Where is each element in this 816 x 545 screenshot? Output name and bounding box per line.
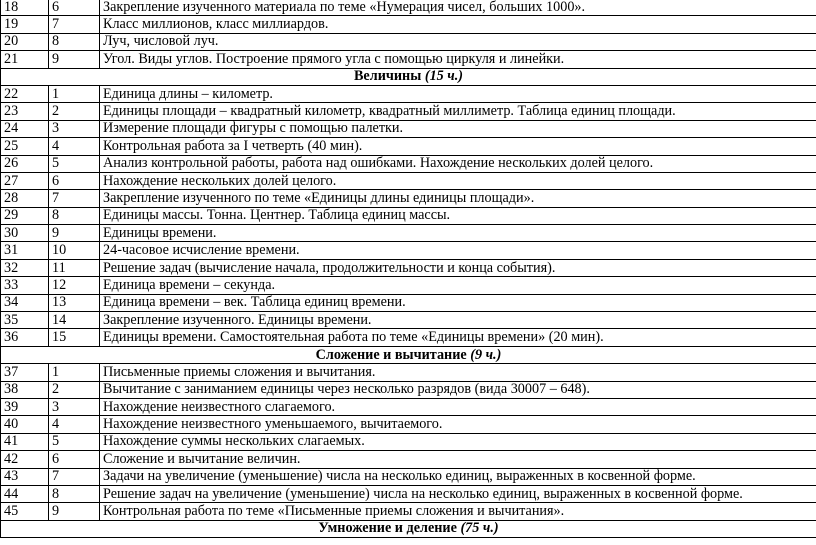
lesson-number: 20 xyxy=(1,33,49,50)
table-row xyxy=(1,103,816,120)
lesson-topic: Класс миллионов, класс миллиардов. xyxy=(100,16,816,33)
topic-lesson-number: 13 xyxy=(49,294,100,311)
lesson-topic: 24-часовое исчисление времени. xyxy=(100,242,816,259)
section-header xyxy=(1,346,816,363)
section-title: Величины xyxy=(353,68,422,85)
lesson-plan-body xyxy=(1,0,816,538)
lesson-topic: Решение задач (вычисление начала, продолжительности и конца события). xyxy=(100,259,816,276)
section-header-row xyxy=(1,520,816,537)
topic-lesson-number: 3 xyxy=(49,398,100,415)
lesson-number: 32 xyxy=(1,259,49,276)
table-row xyxy=(1,51,816,68)
lesson-topic: Сложение и вычитание величин. xyxy=(100,451,816,468)
section-header xyxy=(1,520,816,537)
lesson-number: 41 xyxy=(1,433,49,450)
lesson-topic: Задачи на увеличение (уменьшение) числа на несколько единиц, выраженных в косвенной форме. xyxy=(100,468,816,485)
topic-lesson-number: 5 xyxy=(49,433,100,450)
lesson-topic: Единицы площади – квадратный километр, квадратный миллиметр. Таблица единиц площади. xyxy=(100,103,816,120)
table-row xyxy=(1,312,816,329)
lesson-topic: Закрепление изученного материала по теме «Нумерация чисел, больших 1000». xyxy=(100,0,816,16)
section-header xyxy=(1,68,816,85)
lesson-number: 34 xyxy=(1,294,49,311)
table-row xyxy=(1,364,816,381)
lesson-number: 42 xyxy=(1,451,49,468)
topic-lesson-number: 10 xyxy=(49,242,100,259)
lesson-number: 30 xyxy=(1,225,49,242)
lesson-number: 37 xyxy=(1,364,49,381)
topic-lesson-number: 6 xyxy=(49,0,100,16)
table-row xyxy=(1,259,816,276)
section-header-row xyxy=(1,68,816,85)
table-row xyxy=(1,207,816,224)
table-row xyxy=(1,138,816,155)
table-row xyxy=(1,225,816,242)
section-hours: (75 ч.) xyxy=(460,520,499,537)
topic-lesson-number: 4 xyxy=(49,416,100,433)
lesson-number: 44 xyxy=(1,485,49,502)
lesson-topic: Решение задач на увеличение (уменьшение) числа на несколько единиц, выраженных в косвенной форме. xyxy=(100,485,816,502)
lesson-number: 21 xyxy=(1,51,49,68)
section-title: Сложение и вычитание xyxy=(315,346,467,363)
table-row xyxy=(1,451,816,468)
lesson-topic: Угол. Виды углов. Построение прямого угла с помощью циркуля и линейки. xyxy=(100,51,816,68)
topic-lesson-number: 7 xyxy=(49,190,100,207)
lesson-topic: Измерение площади фигуры с помощью палетки. xyxy=(100,120,816,137)
lesson-topic: Единица длины – километр. xyxy=(100,85,816,102)
table-row xyxy=(1,433,816,450)
lesson-topic: Нахождение неизвестного уменьшаемого, вычитаемого. xyxy=(100,416,816,433)
topic-lesson-number: 8 xyxy=(49,485,100,502)
topic-lesson-number: 9 xyxy=(49,51,100,68)
lesson-number: 35 xyxy=(1,312,49,329)
lesson-number: 40 xyxy=(1,416,49,433)
table-row xyxy=(1,398,816,415)
lesson-topic: Единицы времени. xyxy=(100,225,816,242)
table-row xyxy=(1,0,816,16)
table-row xyxy=(1,155,816,172)
topic-lesson-number: 6 xyxy=(49,172,100,189)
table-row xyxy=(1,485,816,502)
lesson-topic: Письменные приемы сложения и вычитания. xyxy=(100,364,816,381)
lesson-topic: Единица времени – секунда. xyxy=(100,277,816,294)
lesson-topic: Нахождение суммы нескольких слагаемых. xyxy=(100,433,816,450)
lesson-number: 25 xyxy=(1,138,49,155)
lesson-topic: Единицы массы. Тонна. Центнер. Таблица единиц массы. xyxy=(100,207,816,224)
lesson-number: 23 xyxy=(1,103,49,120)
lesson-topic: Закрепление изученного по теме «Единицы длины единицы площади». xyxy=(100,190,816,207)
lesson-topic: Анализ контрольной работы, работа над ошибками. Нахождение нескольких долей целого. xyxy=(100,155,816,172)
table-row xyxy=(1,503,816,520)
section-title: Умножение и деление xyxy=(318,520,457,537)
lesson-number: 26 xyxy=(1,155,49,172)
table-row xyxy=(1,190,816,207)
section-header-row xyxy=(1,346,816,363)
lesson-number: 27 xyxy=(1,172,49,189)
topic-lesson-number: 9 xyxy=(49,225,100,242)
topic-lesson-number: 7 xyxy=(49,16,100,33)
lesson-topic: Вычитание с заниманием единицы через несколько разрядов (вида 30007 – 648). xyxy=(100,381,816,398)
table-row xyxy=(1,381,816,398)
lesson-number: 39 xyxy=(1,398,49,415)
lesson-number: 22 xyxy=(1,85,49,102)
lesson-topic: Контрольная работа за I четверть (40 мин). xyxy=(100,138,816,155)
lesson-topic: Единица времени – век. Таблица единиц времени. xyxy=(100,294,816,311)
table-row xyxy=(1,16,816,33)
table-row xyxy=(1,416,816,433)
lesson-topic: Единицы времени. Самостоятельная работа по теме «Единицы времени» (20 мин). xyxy=(100,329,816,346)
lesson-number: 29 xyxy=(1,207,49,224)
lesson-topic: Нахождение неизвестного слагаемого. xyxy=(100,398,816,415)
lesson-number: 38 xyxy=(1,381,49,398)
topic-lesson-number: 8 xyxy=(49,207,100,224)
lesson-number: 24 xyxy=(1,120,49,137)
lesson-number: 18 xyxy=(1,0,49,16)
topic-lesson-number: 1 xyxy=(49,85,100,102)
lesson-topic: Луч, числовой луч. xyxy=(100,33,816,50)
lesson-number: 33 xyxy=(1,277,49,294)
table-row xyxy=(1,277,816,294)
table-row xyxy=(1,33,816,50)
table-row xyxy=(1,294,816,311)
topic-lesson-number: 3 xyxy=(49,120,100,137)
lesson-topic: Контрольная работа по теме «Письменные приемы сложения и вычитания». xyxy=(100,503,816,520)
topic-lesson-number: 8 xyxy=(49,33,100,50)
lesson-number: 31 xyxy=(1,242,49,259)
topic-lesson-number: 1 xyxy=(49,364,100,381)
lesson-topic: Закрепление изученного. Единицы времени. xyxy=(100,312,816,329)
topic-lesson-number: 12 xyxy=(49,277,100,294)
topic-lesson-number: 4 xyxy=(49,138,100,155)
topic-lesson-number: 6 xyxy=(49,451,100,468)
topic-lesson-number: 2 xyxy=(49,381,100,398)
lesson-number: 36 xyxy=(1,329,49,346)
table-row xyxy=(1,85,816,102)
topic-lesson-number: 11 xyxy=(49,259,100,276)
table-row xyxy=(1,172,816,189)
topic-lesson-number: 7 xyxy=(49,468,100,485)
table-row xyxy=(1,242,816,259)
topic-lesson-number: 5 xyxy=(49,155,100,172)
topic-lesson-number: 15 xyxy=(49,329,100,346)
topic-lesson-number: 9 xyxy=(49,503,100,520)
lesson-topic: Нахождение нескольких долей целого. xyxy=(100,172,816,189)
table-row xyxy=(1,468,816,485)
topic-lesson-number: 2 xyxy=(49,103,100,120)
lesson-number: 28 xyxy=(1,190,49,207)
section-hours: (15 ч.) xyxy=(424,68,464,85)
lesson-number: 45 xyxy=(1,503,49,520)
topic-lesson-number: 14 xyxy=(49,312,100,329)
table-row xyxy=(1,120,816,137)
section-hours: (9 ч.) xyxy=(470,346,502,363)
lesson-number: 43 xyxy=(1,468,49,485)
lesson-number: 19 xyxy=(1,16,49,33)
table-row xyxy=(1,329,816,346)
